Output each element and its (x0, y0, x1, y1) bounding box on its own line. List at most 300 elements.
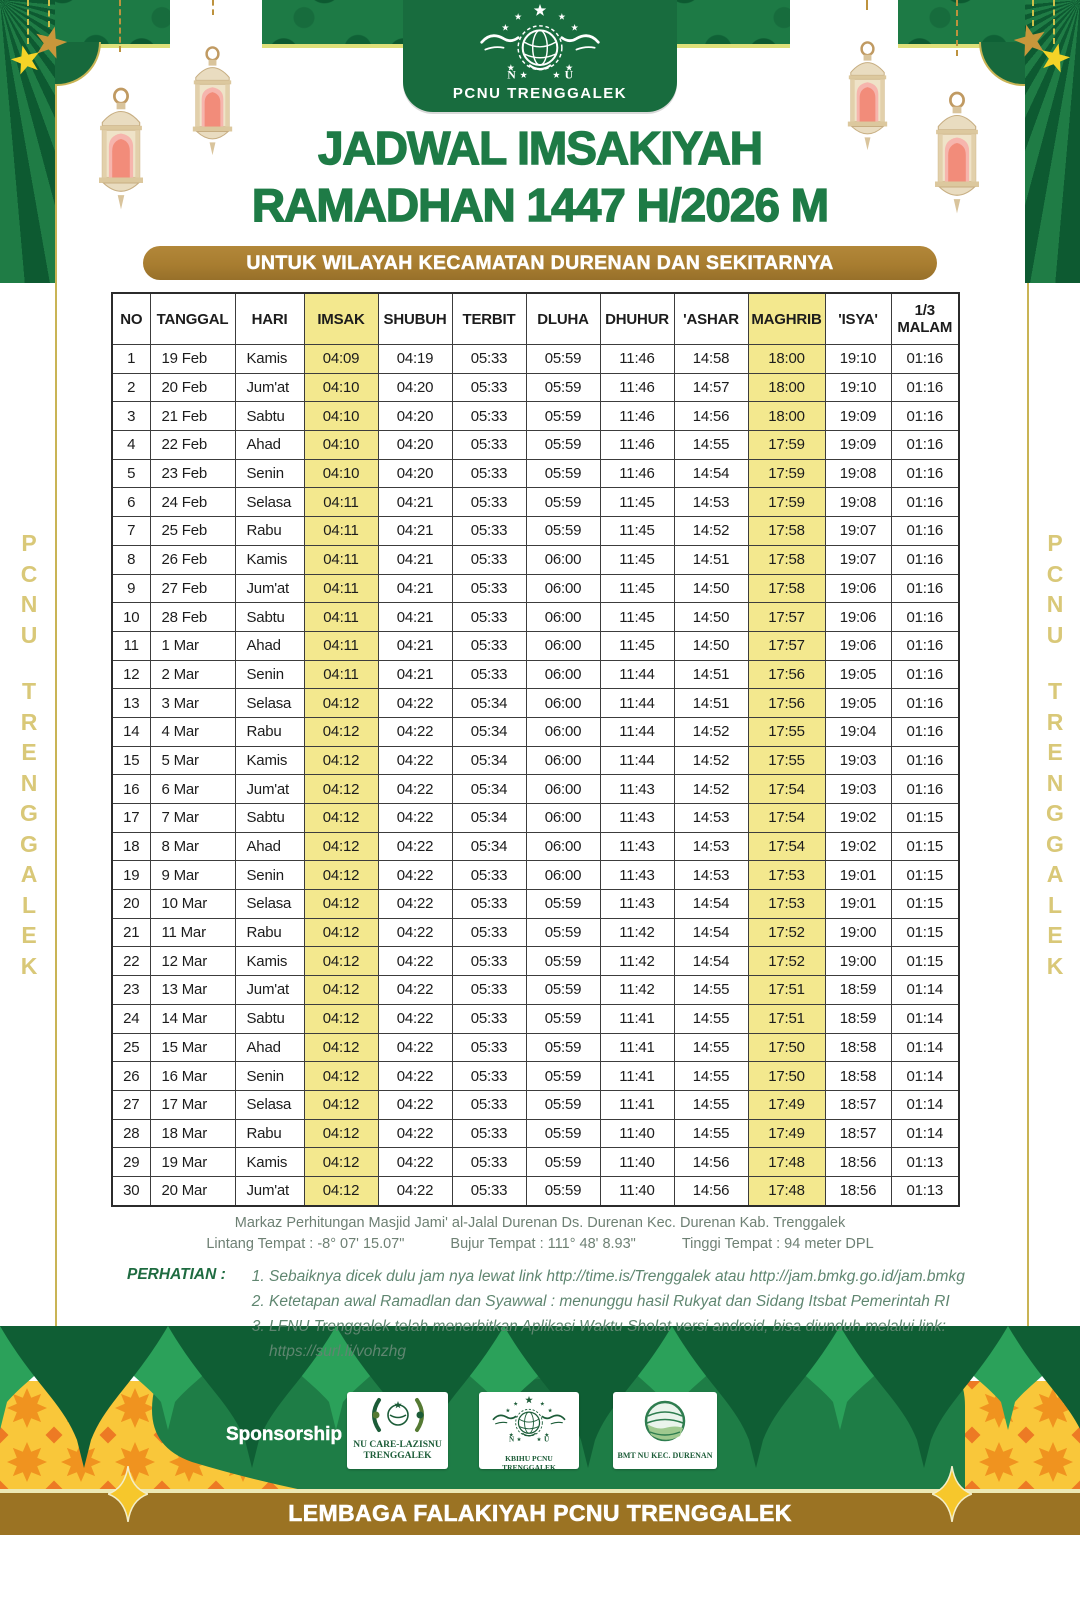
table-cell: 04:21 (378, 488, 452, 517)
imsakiyah-schedule-table (111, 292, 960, 1207)
table-cell: 17:57 (748, 603, 825, 632)
perhatian-item: 2. Ketetapan awal Ramadlan dan Syawwal : menunggu hasil Rukyat dan Sidang Itsbat Pemerintah RI (269, 1289, 979, 1314)
side-letter: G (20, 830, 38, 857)
table-cell: 1 (112, 345, 150, 374)
table-cell: 18 Mar (150, 1119, 235, 1148)
perhatian-label: PERHATIAN : (127, 1266, 226, 1283)
table-cell: 19:02 (825, 832, 891, 861)
table-cell: 11:44 (600, 717, 674, 746)
table-cell: 04:20 (378, 373, 452, 402)
table-cell: 11:42 (600, 976, 674, 1005)
table-row (112, 1033, 959, 1062)
table-cell: 06:00 (526, 631, 600, 660)
table-cell: 17:58 (748, 517, 825, 546)
table-cell: 04:22 (378, 1176, 452, 1205)
table-cell: 06:00 (526, 574, 600, 603)
table-cell: 14:50 (674, 603, 748, 632)
table-cell: 20 (112, 890, 150, 919)
side-letter: A (1046, 861, 1064, 887)
table-cell: 05:59 (526, 1148, 600, 1177)
table-cell: 25 (112, 1033, 150, 1062)
table-cell: 4 (112, 431, 150, 460)
table-row (112, 574, 959, 603)
table-cell: Sabtu (235, 804, 304, 833)
table-row (112, 345, 959, 374)
table-cell: 11:45 (600, 631, 674, 660)
table-cell: 14:55 (674, 1062, 748, 1091)
table-cell: Rabu (235, 918, 304, 947)
table-cell: Rabu (235, 1119, 304, 1148)
table-cell: 04:20 (378, 431, 452, 460)
table-cell: 04:21 (378, 574, 452, 603)
table-cell: 11:44 (600, 689, 674, 718)
side-letter: E (21, 922, 37, 948)
table-cell: Senin (235, 1062, 304, 1091)
table-cell: Selasa (235, 890, 304, 919)
table-cell: 14:50 (674, 574, 748, 603)
table-cell: 18:57 (825, 1119, 891, 1148)
table-cell: 11:40 (600, 1176, 674, 1205)
table-cell: 05:34 (452, 746, 526, 775)
table-cell: 26 (112, 1062, 150, 1091)
table-cell: 14:54 (674, 459, 748, 488)
table-cell: 06:00 (526, 689, 600, 718)
table-cell: 04:22 (378, 1148, 452, 1177)
table-cell: 19:07 (825, 545, 891, 574)
table-cell: 28 (112, 1119, 150, 1148)
table-cell: 01:15 (891, 861, 959, 890)
column-header: HARI (235, 293, 304, 345)
table-cell: 06:00 (526, 804, 600, 833)
column-header: SHUBUH (378, 293, 452, 345)
column-header: NO (112, 293, 150, 345)
table-cell: 10 Mar (150, 890, 235, 919)
table-row (112, 402, 959, 431)
table-cell: Sabtu (235, 603, 304, 632)
lazisnu-logo-icon (365, 1397, 431, 1433)
table-cell: 14:54 (674, 918, 748, 947)
table-cell: 01:16 (891, 488, 959, 517)
table-cell: 04:20 (378, 459, 452, 488)
table-cell: 04:22 (378, 890, 452, 919)
table-cell: 6 Mar (150, 775, 235, 804)
table-cell: 04:22 (378, 1004, 452, 1033)
table-cell: 17:56 (748, 660, 825, 689)
table-cell: Kamis (235, 947, 304, 976)
table-row (112, 1148, 959, 1177)
table-cell: 5 (112, 459, 150, 488)
table-cell: 01:15 (891, 918, 959, 947)
table-row (112, 545, 959, 574)
table-cell: 05:34 (452, 717, 526, 746)
table-cell: 01:16 (891, 574, 959, 603)
column-header: 'ISYA' (825, 293, 891, 345)
table-cell: 28 Feb (150, 603, 235, 632)
table-cell: 19:04 (825, 717, 891, 746)
table-cell: 05:33 (452, 345, 526, 374)
table-cell: 04:22 (378, 1033, 452, 1062)
table-cell: 14:56 (674, 1148, 748, 1177)
table-cell: 11:46 (600, 402, 674, 431)
table-cell: 17:57 (748, 631, 825, 660)
table-cell: 14:58 (674, 345, 748, 374)
side-letter: N (1046, 591, 1064, 617)
table-cell: Kamis (235, 746, 304, 775)
table-cell: 17:55 (748, 746, 825, 775)
table-cell: Kamis (235, 545, 304, 574)
table-cell: 04:12 (304, 832, 378, 861)
table-cell: 05:33 (452, 1090, 526, 1119)
table-cell: Ahad (235, 431, 304, 460)
table-cell: 04:21 (378, 660, 452, 689)
column-header: 'ASHAR (674, 293, 748, 345)
table-cell: 12 (112, 660, 150, 689)
table-cell: 14:56 (674, 402, 748, 431)
table-row (112, 1119, 959, 1148)
table-cell: 8 Mar (150, 832, 235, 861)
table-cell: 13 Mar (150, 976, 235, 1005)
table-cell: 04:19 (378, 345, 452, 374)
table-cell: 01:16 (891, 431, 959, 460)
table-cell: 01:14 (891, 1090, 959, 1119)
table-row (112, 488, 959, 517)
table-cell: Rabu (235, 517, 304, 546)
table-cell: 14:57 (674, 373, 748, 402)
table-cell: 04:10 (304, 373, 378, 402)
table-cell: 11:43 (600, 890, 674, 919)
lantern-icon (838, 8, 897, 191)
table-cell: 17:49 (748, 1119, 825, 1148)
table-cell: 14:54 (674, 890, 748, 919)
title-line-1: JADWAL IMSAKIYAH (317, 122, 763, 174)
table-cell: 19 Feb (150, 345, 235, 374)
table-cell: 05:59 (526, 1176, 600, 1205)
table-cell: 01:16 (891, 545, 959, 574)
table-cell: 01:14 (891, 1033, 959, 1062)
table-cell: 26 Feb (150, 545, 235, 574)
table-cell: 14:54 (674, 947, 748, 976)
footer-bar: LEMBAGA FALAKIYAH PCNU TRENGGALEK (0, 1489, 1080, 1535)
table-cell: Sabtu (235, 1004, 304, 1033)
table-cell: 5 Mar (150, 746, 235, 775)
table-cell: 19:01 (825, 890, 891, 919)
table-cell: 04:22 (378, 775, 452, 804)
table-cell: 11:40 (600, 1119, 674, 1148)
table-cell: 01:16 (891, 631, 959, 660)
table-cell: 01:15 (891, 890, 959, 919)
table-cell: 05:59 (526, 1062, 600, 1091)
table-cell: 11:43 (600, 832, 674, 861)
table-cell: 04:22 (378, 1090, 452, 1119)
table-cell: 05:59 (526, 1033, 600, 1062)
table-row (112, 804, 959, 833)
table-cell: 06:00 (526, 861, 600, 890)
hanging-string (48, 0, 50, 27)
side-letter: T (1047, 678, 1063, 704)
table-row (112, 832, 959, 861)
table-cell: 04:12 (304, 890, 378, 919)
table-cell: 05:33 (452, 431, 526, 460)
sponsorship-label: Sponsorship (225, 1424, 343, 1445)
table-cell: 11:42 (600, 918, 674, 947)
table-cell: 05:33 (452, 976, 526, 1005)
table-cell: Ahad (235, 1033, 304, 1062)
table-cell: 04:11 (304, 517, 378, 546)
table-cell: 01:16 (891, 746, 959, 775)
table-cell: 14:53 (674, 861, 748, 890)
table-cell: 04:22 (378, 832, 452, 861)
table-cell: 04:12 (304, 775, 378, 804)
side-letter: G (20, 800, 38, 826)
table-cell: 06:00 (526, 717, 600, 746)
table-cell: 19:06 (825, 631, 891, 660)
table-cell: 04:11 (304, 488, 378, 517)
table-cell: 17:48 (748, 1176, 825, 1205)
side-text-right (1040, 528, 1070, 981)
table-cell: 05:33 (452, 861, 526, 890)
side-letter: N (1046, 769, 1064, 796)
table-header-row (112, 293, 959, 345)
table-cell: 17:50 (748, 1062, 825, 1091)
table-cell: 04:21 (378, 631, 452, 660)
markaz-line: Markaz Perhitungan Masjid Jami' al-Jalal Durenan Ds. Durenan Kec. Durenan Kab. Trenggalek (234, 1215, 846, 1231)
table-cell: 18:59 (825, 1004, 891, 1033)
table-cell: 04:21 (378, 545, 452, 574)
table-cell: 17:51 (748, 976, 825, 1005)
table-cell: 04:12 (304, 1148, 378, 1177)
side-letter: E (1047, 922, 1063, 948)
table-cell: 04:11 (304, 631, 378, 660)
side-letter: N (20, 591, 38, 617)
table-cell: 27 Feb (150, 574, 235, 603)
table-cell: 17:48 (748, 1148, 825, 1177)
table-cell: Jum'at (235, 574, 304, 603)
side-letter: C (20, 560, 38, 587)
table-cell: 04:21 (378, 517, 452, 546)
table-cell: Rabu (235, 717, 304, 746)
table-row (112, 660, 959, 689)
table-cell: 05:59 (526, 1090, 600, 1119)
table-cell: 05:59 (526, 890, 600, 919)
table-cell: 04:12 (304, 918, 378, 947)
table-cell: 8 (112, 545, 150, 574)
latitude-value: Lintang Tempat : -8° 07' 15.07" (206, 1236, 405, 1252)
table-cell: 19 (112, 861, 150, 890)
side-letter: E (21, 739, 37, 765)
table-cell: 14:51 (674, 689, 748, 718)
table-cell: 23 Feb (150, 459, 235, 488)
side-letter: A (20, 861, 38, 887)
table-cell: 25 Feb (150, 517, 235, 546)
table-cell: 19:03 (825, 746, 891, 775)
table-cell: 04:21 (378, 603, 452, 632)
table-cell: 14:51 (674, 545, 748, 574)
table-cell: 05:33 (452, 574, 526, 603)
table-cell: 19:09 (825, 402, 891, 431)
table-cell: 2 (112, 373, 150, 402)
table-cell: 01:14 (891, 1062, 959, 1091)
sponsor-name-line: NU CARE-LAZISNU (353, 1440, 442, 1450)
side-letter: K (20, 952, 38, 979)
table-cell: 01:15 (891, 947, 959, 976)
table-cell: 17:49 (748, 1090, 825, 1119)
table-cell: 2 Mar (150, 660, 235, 689)
table-cell: 14:55 (674, 431, 748, 460)
table-cell: 11:45 (600, 517, 674, 546)
side-letter: T (21, 678, 37, 704)
table-cell: 11 Mar (150, 918, 235, 947)
table-cell: 14 (112, 717, 150, 746)
table-cell: 11:46 (600, 373, 674, 402)
table-cell: 17 Mar (150, 1090, 235, 1119)
table-cell: 11:43 (600, 861, 674, 890)
table-row (112, 631, 959, 660)
table-cell: 17:52 (748, 947, 825, 976)
title-line-2: RAMADHAN 1447 H/2026 M (251, 179, 829, 231)
table-cell: 23 (112, 976, 150, 1005)
table-cell: 18:00 (748, 373, 825, 402)
column-header: MAGHRIB (748, 293, 825, 345)
table-cell: Jum'at (235, 1176, 304, 1205)
table-cell: 19 Mar (150, 1148, 235, 1177)
table-cell: 22 (112, 947, 150, 976)
table-cell: 05:33 (452, 660, 526, 689)
table-cell: 14:56 (674, 1176, 748, 1205)
table-cell: 7 Mar (150, 804, 235, 833)
table-cell: 01:16 (891, 717, 959, 746)
table-cell: 14:52 (674, 717, 748, 746)
table-cell: 18:00 (748, 345, 825, 374)
table-cell: 06:00 (526, 603, 600, 632)
table-cell: 04:12 (304, 1119, 378, 1148)
coordinates-line (55, 1236, 1025, 1252)
table-cell: 19:08 (825, 459, 891, 488)
lantern-icon (88, 50, 154, 255)
table-cell: 04:12 (304, 1090, 378, 1119)
table-cell: Jum'at (235, 775, 304, 804)
table-cell: 11:43 (600, 775, 674, 804)
table-cell: 11:41 (600, 1004, 674, 1033)
table-row (112, 918, 959, 947)
column-header: TANGGAL (150, 293, 235, 345)
table-cell: 19:00 (825, 947, 891, 976)
table-cell: 19:05 (825, 689, 891, 718)
side-letter: N (20, 769, 38, 796)
table-cell: 04:12 (304, 1176, 378, 1205)
table-cell: 05:33 (452, 890, 526, 919)
table-cell: 17:55 (748, 717, 825, 746)
column-header: DLUHA (526, 293, 600, 345)
table-cell: 04:11 (304, 660, 378, 689)
side-letter: K (1046, 952, 1064, 979)
table-cell: 24 (112, 1004, 150, 1033)
region-banner: UNTUK WILAYAH KECAMATAN DURENAN DAN SEKITARNYA (143, 246, 937, 280)
table-cell: Senin (235, 459, 304, 488)
table-cell: 20 Mar (150, 1176, 235, 1205)
table-cell: 14:52 (674, 775, 748, 804)
kbihu-logo-icon (488, 1396, 570, 1446)
table-cell: 17:54 (748, 832, 825, 861)
table-row (112, 775, 959, 804)
table-cell: 01:14 (891, 1119, 959, 1148)
table-cell: 05:59 (526, 431, 600, 460)
table-cell: 4 Mar (150, 717, 235, 746)
table-cell: Selasa (235, 488, 304, 517)
table-cell: 05:59 (526, 459, 600, 488)
table-cell: 01:16 (891, 373, 959, 402)
table-cell: 18:56 (825, 1176, 891, 1205)
sponsor-card-lazisnu (347, 1392, 448, 1469)
table-cell: 04:22 (378, 861, 452, 890)
table-row (112, 717, 959, 746)
table-cell: 04:22 (378, 804, 452, 833)
table-cell: 17:53 (748, 890, 825, 919)
table-cell: 17:53 (748, 861, 825, 890)
table-cell: 04:22 (378, 717, 452, 746)
table-cell: 19:06 (825, 603, 891, 632)
side-letter: G (1046, 800, 1064, 826)
table-cell: 06:00 (526, 746, 600, 775)
table-cell: 11:46 (600, 345, 674, 374)
sponsor-name (347, 1440, 448, 1462)
table-cell: 17:58 (748, 574, 825, 603)
table-cell: 17:58 (748, 545, 825, 574)
table-cell: 01:16 (891, 345, 959, 374)
table-cell: 04:09 (304, 345, 378, 374)
table-cell: 01:16 (891, 689, 959, 718)
table-cell: 19:06 (825, 574, 891, 603)
side-letter: R (1046, 708, 1064, 735)
table-cell: Jum'at (235, 976, 304, 1005)
table-cell: 05:59 (526, 1004, 600, 1033)
perhatian-list (243, 1264, 979, 1364)
table-cell: 01:15 (891, 804, 959, 833)
table-cell: 04:10 (304, 459, 378, 488)
table-cell: 11:45 (600, 574, 674, 603)
table-cell: 17:59 (748, 459, 825, 488)
table-cell: 05:33 (452, 1176, 526, 1205)
table-cell: 06:00 (526, 660, 600, 689)
table-cell: 17:52 (748, 918, 825, 947)
table-cell: 04:22 (378, 746, 452, 775)
side-letter: R (20, 708, 38, 735)
table-cell: Ahad (235, 631, 304, 660)
table-cell: 05:59 (526, 1119, 600, 1148)
table-row (112, 890, 959, 919)
sponsor-name: BMT NU KEC. DURENAN (617, 1451, 713, 1460)
table-cell: 14:52 (674, 746, 748, 775)
table-cell: 1 Mar (150, 631, 235, 660)
table-cell: Kamis (235, 1148, 304, 1177)
table-cell: 01:16 (891, 517, 959, 546)
table-cell: 05:59 (526, 373, 600, 402)
table-row (112, 689, 959, 718)
table-cell: 19:05 (825, 660, 891, 689)
perhatian-item: 3. LFNU Trenggalek telah menerbitkan Aplikasi Waktu Sholat versi android, bisa diunduh melalui link: https://surl.li/vohzhg (269, 1314, 979, 1364)
table-row (112, 746, 959, 775)
schedule-body (112, 345, 959, 1206)
table-cell: 9 Mar (150, 861, 235, 890)
lantern-icon (924, 54, 990, 259)
hanging-string (1053, 0, 1055, 44)
table-cell: 05:33 (452, 1119, 526, 1148)
table-cell: 01:13 (891, 1176, 959, 1205)
table-cell: 01:13 (891, 1148, 959, 1177)
table-cell: 14:55 (674, 1119, 748, 1148)
table-cell: 05:33 (452, 517, 526, 546)
table-cell: 27 (112, 1090, 150, 1119)
table-cell: 11:46 (600, 459, 674, 488)
